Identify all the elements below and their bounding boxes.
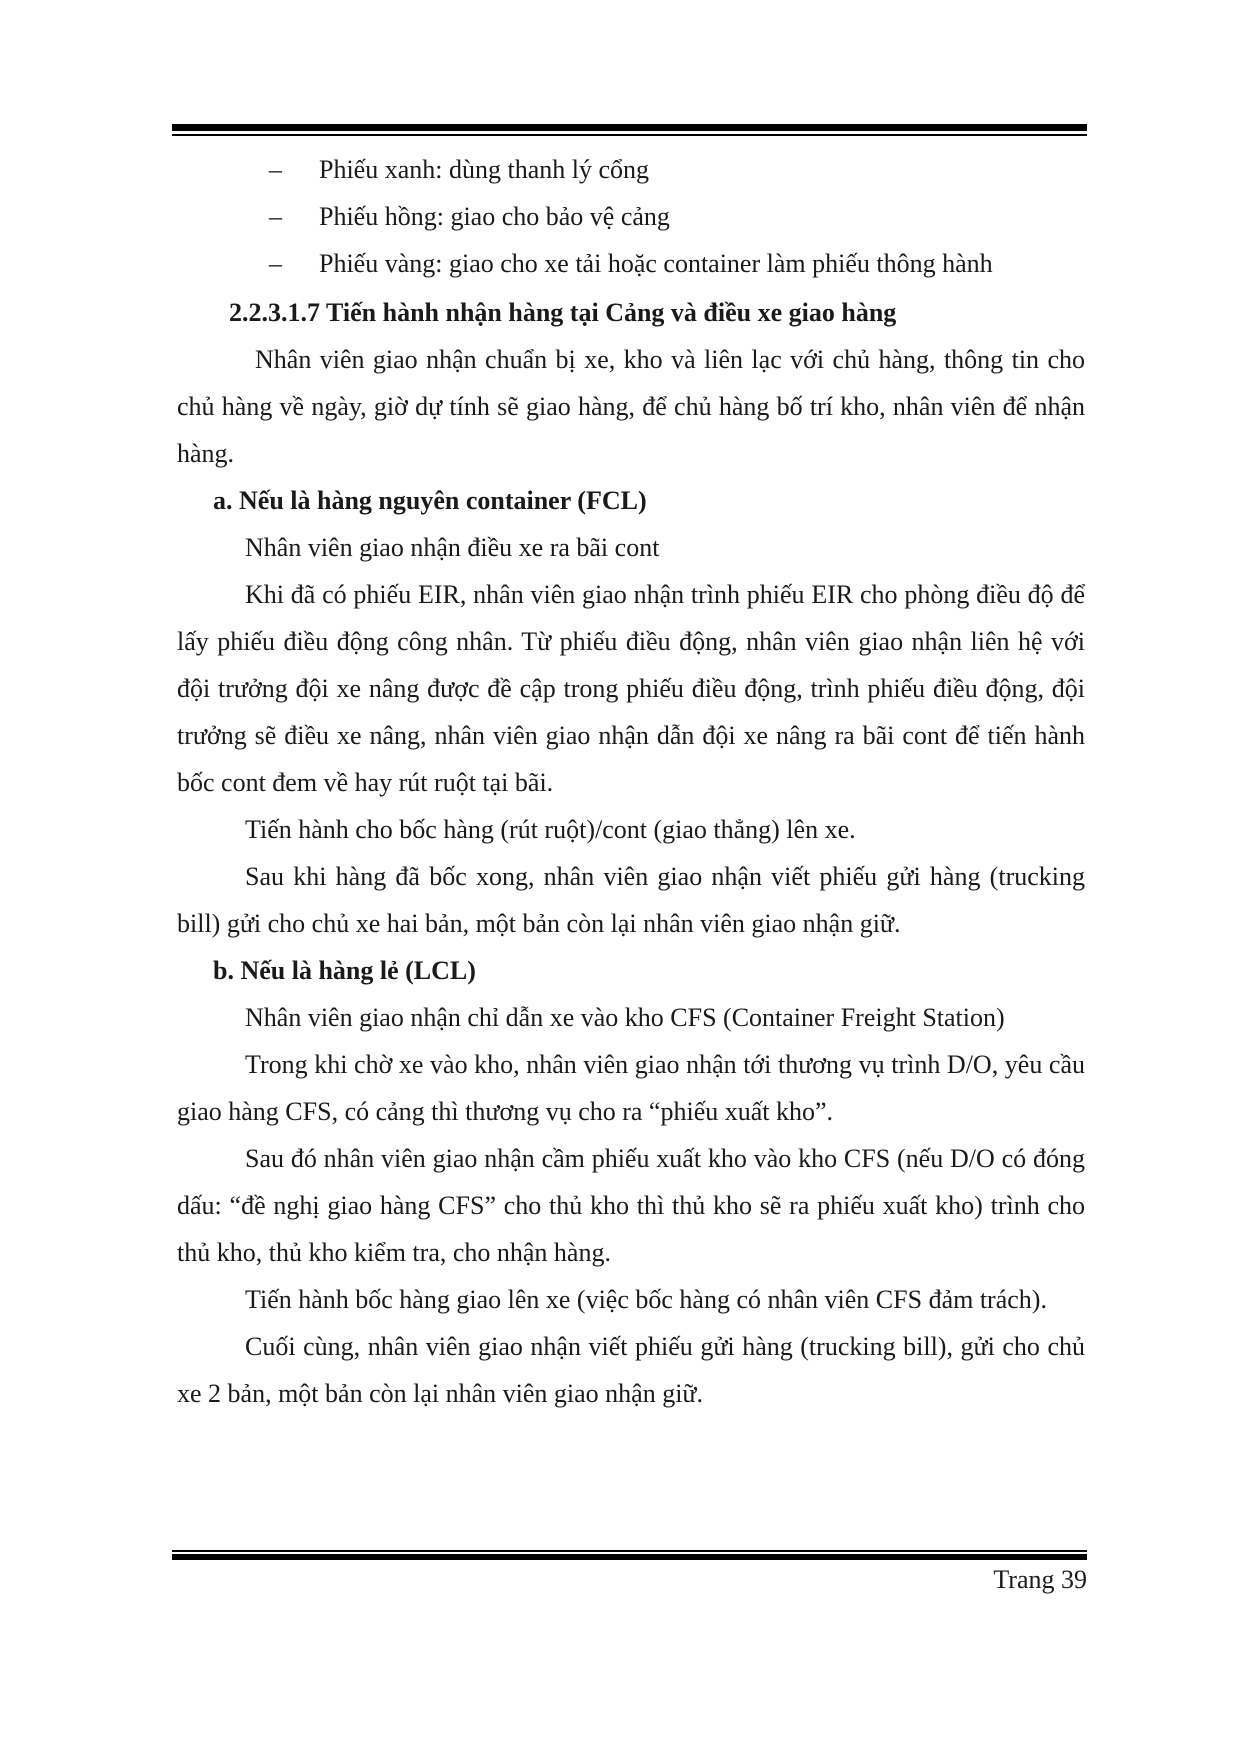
subsection-heading-b: b. Nếu là hàng lẻ (LCL) <box>213 956 476 985</box>
bullet-text: Phiếu hồng: giao cho bảo vệ cảng <box>319 202 670 231</box>
paragraph: Cuối cùng, nhân viên giao nhận viết phiếu gửi hàng (trucking bill), gửi cho chủ xe 2 bản, một bản còn lại nhân viên giao nhận giữ. <box>177 1332 1085 1408</box>
bullet-item <box>177 240 1085 287</box>
subsection-heading-a: a. Nếu là hàng nguyên container (FCL) <box>213 486 647 515</box>
dash-icon: – <box>269 249 282 278</box>
paragraph: Sau khi hàng đã bốc xong, nhân viên giao nhận viết phiếu gửi hàng (trucking bill) gửi cho chủ xe hai bản, một bản còn lại nhân viên giao nhận giữ. <box>177 862 1085 938</box>
footer-rule <box>172 1550 1087 1560</box>
paragraph: Tiến hành cho bốc hàng (rút ruột)/cont (giao thẳng) lên xe. <box>245 815 856 844</box>
dash-icon: – <box>269 155 282 184</box>
paragraph: Trong khi chờ xe vào kho, nhân viên giao nhận tới thương vụ trình D/O, yêu cầu giao hàng CFS, có cảng thì thương vụ cho ra “phiếu xuất kho”. <box>177 1050 1085 1126</box>
bullet-text: Phiếu xanh: dùng thanh lý cổng <box>319 155 650 184</box>
intro-paragraph: Nhân viên giao nhận chuẩn bị xe, kho và liên lạc với chủ hàng, thông tin cho chủ hàng về ngày, giờ dự tính sẽ giao hàng, để chủ hàng bố trí kho, nhân viên để nhận hàng. <box>177 345 1085 468</box>
paragraph: Sau đó nhân viên giao nhận cầm phiếu xuất kho vào kho CFS (nếu D/O có đóng dấu: “đề nghị giao hàng CFS” cho thủ kho thì thủ kho sẽ ra phiếu xuất kho) trình cho thủ kho, thủ kho kiểm tra, cho nhận hàng. <box>177 1144 1085 1267</box>
bullet-text: Phiếu vàng: giao cho xe tải hoặc container làm phiếu thông hành <box>319 249 993 278</box>
page-body <box>177 146 1085 1417</box>
header-rule <box>172 124 1087 136</box>
bullet-item <box>177 146 1085 193</box>
paragraph: Nhân viên giao nhận chỉ dẫn xe vào kho CFS (Container Freight Station) <box>245 1003 1005 1032</box>
dash-icon: – <box>269 202 282 231</box>
section-heading: 2.2.3.1.7 Tiến hành nhận hàng tại Cảng và điều xe giao hàng <box>229 298 897 327</box>
bullet-item <box>177 193 1085 240</box>
page-number: Trang 39 <box>993 1565 1087 1594</box>
paragraph: Khi đã có phiếu EIR, nhân viên giao nhận trình phiếu EIR cho phòng điều độ để lấy phiếu điều động công nhân. Từ phiếu điều động, nhân viên giao nhận liên hệ với đội trưởng đội xe nâng được đề cập trong phiếu điều động, trình phiếu điều động, đội trưởng sẽ điều xe nâng, nhân viên giao nhận dẫn đội xe nâng ra bãi cont để tiến hành bốc cont đem về hay rút ruột tại bãi. <box>177 580 1085 797</box>
paragraph: Nhân viên giao nhận điều xe ra bãi cont <box>245 533 660 562</box>
paragraph: Tiến hành bốc hàng giao lên xe (việc bốc hàng có nhân viên CFS đảm trách). <box>245 1285 1047 1314</box>
